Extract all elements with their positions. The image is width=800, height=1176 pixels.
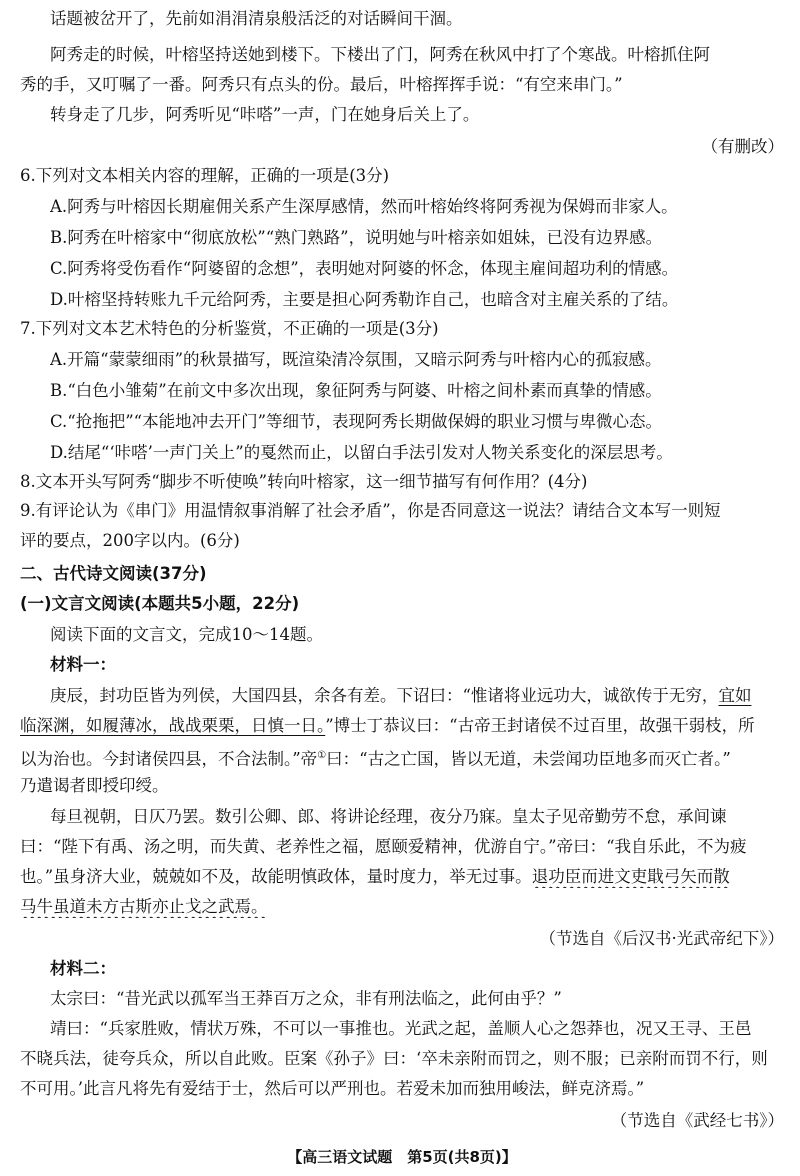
question-6-option-d: D.叶榕坚持转账九千元给阿秀，主要是担心阿秀勒诈自己，也暗含对主雇关系的了结。 xyxy=(50,290,679,309)
material-1-line-5: 每旦视朝，日仄乃罢。数引公卿、郎、将讲论经理，夜分乃寐。皇太子见帝勤劳不怠，承间谏 xyxy=(50,807,727,826)
question-7-stem: 7.下列对文本艺术特色的分析鉴赏，不正确的一项是(3分) xyxy=(20,319,439,338)
wavy-underlined-sentence: 退功臣而进文吏戢弓矢而散 xyxy=(531,867,730,886)
material-2-label: 材料二： xyxy=(50,959,116,978)
wavy-underlined-sentence: 马牛虽道未方古斯亦止戈之武焉。 xyxy=(20,897,268,916)
section-2-instructions: 阅读下面的文言文，完成10～14题。 xyxy=(50,625,323,644)
question-6-option-a: A.阿秀与叶榕因长期雇佣关系产生深厚感情，然而叶榕始终将阿秀视为保姆而非家人。 xyxy=(50,197,678,216)
material-2-line-1: 太宗曰：“昔光武以孤军当王莽百万之众，非有刑法临之，此何由乎？” xyxy=(50,989,562,1008)
question-8: 8.文本开头写阿秀“脚步不听使唤”转向叶榕家，这一细节描写有何作用？(4分) xyxy=(20,472,588,491)
question-9-line-2: 评的要点，200字以内。(6分) xyxy=(20,531,240,550)
footnote-marker: ① xyxy=(317,750,327,761)
question-7-option-c: C.“抢拖把”“本能地冲去开门”等细节，表现阿秀长期做保姆的职业习惯与卑微心态。 xyxy=(50,412,663,431)
revision-note: （有删改） xyxy=(701,137,784,156)
material-1-label: 材料一： xyxy=(50,655,116,674)
question-7-option-b: B.“白色小雏菊”在前文中多次出现，象征阿秀与阿婆、叶榕之间朴素而真挚的情感。 xyxy=(50,381,662,400)
section-2-subtitle: (一)文言文阅读(本题共5小题，22分) xyxy=(20,594,300,613)
material-2-line-3: 不晓兵法，徒夸兵众，所以自此败。臣案《孙子》曰：‘卒未亲附而罚之，则不服；已亲附而罚不行，则 xyxy=(20,1049,768,1068)
material-1-line-6: 曰：“陛下有禹、汤之明，而失黄、老养性之福，愿颐爱精神，优游自宁。”帝曰：“我自乐此，不为疲 xyxy=(20,837,747,856)
story-paragraph-2-line-2: 秀的手，又叮嘱了一番。阿秀只有点头的份。最后，叶榕挥挥手说：“有空来串门。” xyxy=(20,75,623,94)
material-2-source: （节选自《武经七书》） xyxy=(610,1111,784,1130)
story-paragraph-2-line-1: 阿秀走的时候，叶榕坚持送她到楼下。下楼出了门，阿秀在秋风中打了个寒战。叶榕抓住阿 xyxy=(50,45,710,64)
story-paragraph-1: 话题被岔开了，先前如涓涓清泉般活泛的对话瞬间干涸。 xyxy=(50,9,463,28)
material-1-line-3: 以为治也。今封诸侯四县，不合法制。”帝①曰：“古之亡国，皆以无道，未尝闻功臣地多而灭亡者。” xyxy=(20,749,731,769)
question-7-option-d: D.结尾“‘咔嗒’一声门关上”的戛然而止，以留白手法引发对人物关系变化的深层思考。 xyxy=(50,443,673,462)
material-1-line-4: 乃遣谒者即授印绶。 xyxy=(20,776,169,795)
material-1-source: （节选自《后汉书·光武帝纪下》） xyxy=(539,929,784,948)
page-footer: 【高三语文试题 第5页(共8页)】 xyxy=(287,1148,517,1166)
section-2-title: 二、古代诗文阅读(37分) xyxy=(20,564,207,583)
question-6-option-b: B.阿秀在叶榕家中“彻底放松”“熟门熟路”，说明她与叶榕亲如姐妹，已没有边界感。 xyxy=(50,228,663,247)
material-1-line-7: 也。”虽身济大业，兢兢如不及，故能明慎政体，量时度力，举无过事。退功臣而进文吏戢弓矢而散 xyxy=(20,867,730,886)
material-1-line-1: 庚辰，封功臣皆为列侯，大国四县，余各有差。下诏曰：“惟诸将业远功大，诚欲传于无穷，宜如 xyxy=(50,686,752,705)
question-6-stem: 6.下列对文本相关内容的理解，正确的一项是(3分) xyxy=(20,166,390,185)
material-1-line-2: 临深渊，如履薄冰，战战栗栗，日慎一日。”博士丁恭议曰：“古帝王封诸侯不过百里，故强干弱枝，所 xyxy=(20,716,755,735)
question-9-line-1: 9.有评论认为《串门》用温情叙事消解了社会矛盾”，你是否同意这一说法？请结合文本写一则短 xyxy=(20,501,721,520)
question-6-option-c: C.阿秀将受伤看作“阿婆留的念想”，表明她对阿婆的怀念，体现主雇间超功利的情感。 xyxy=(50,259,679,278)
material-2-line-4: 不可用。’此言凡将先有爱结于士，然后可以严刑也。若爱未加而独用峻法，鲜克济焉。” xyxy=(20,1079,645,1098)
story-paragraph-3: 转身走了几步，阿秀听见“咔嗒”一声，门在她身后关上了。 xyxy=(50,105,480,124)
underlined-sentence: 宜如 xyxy=(718,686,752,705)
material-1-line-8 xyxy=(20,896,784,918)
question-7-option-a: A.开篇“蒙蒙细雨”的秋景描写，既渲染清冷氛围，又暗示阿秀与叶榕内心的孤寂感。 xyxy=(50,350,662,369)
underlined-sentence: 临深渊，如履薄冰，战战栗栗，日慎一日。 xyxy=(20,716,326,735)
material-2-line-2: 靖曰：“兵家胜败，情状万殊，不可以一事推也。光武之起，盖顺人心之怨莽也，况又王寻、王邑 xyxy=(50,1019,752,1038)
